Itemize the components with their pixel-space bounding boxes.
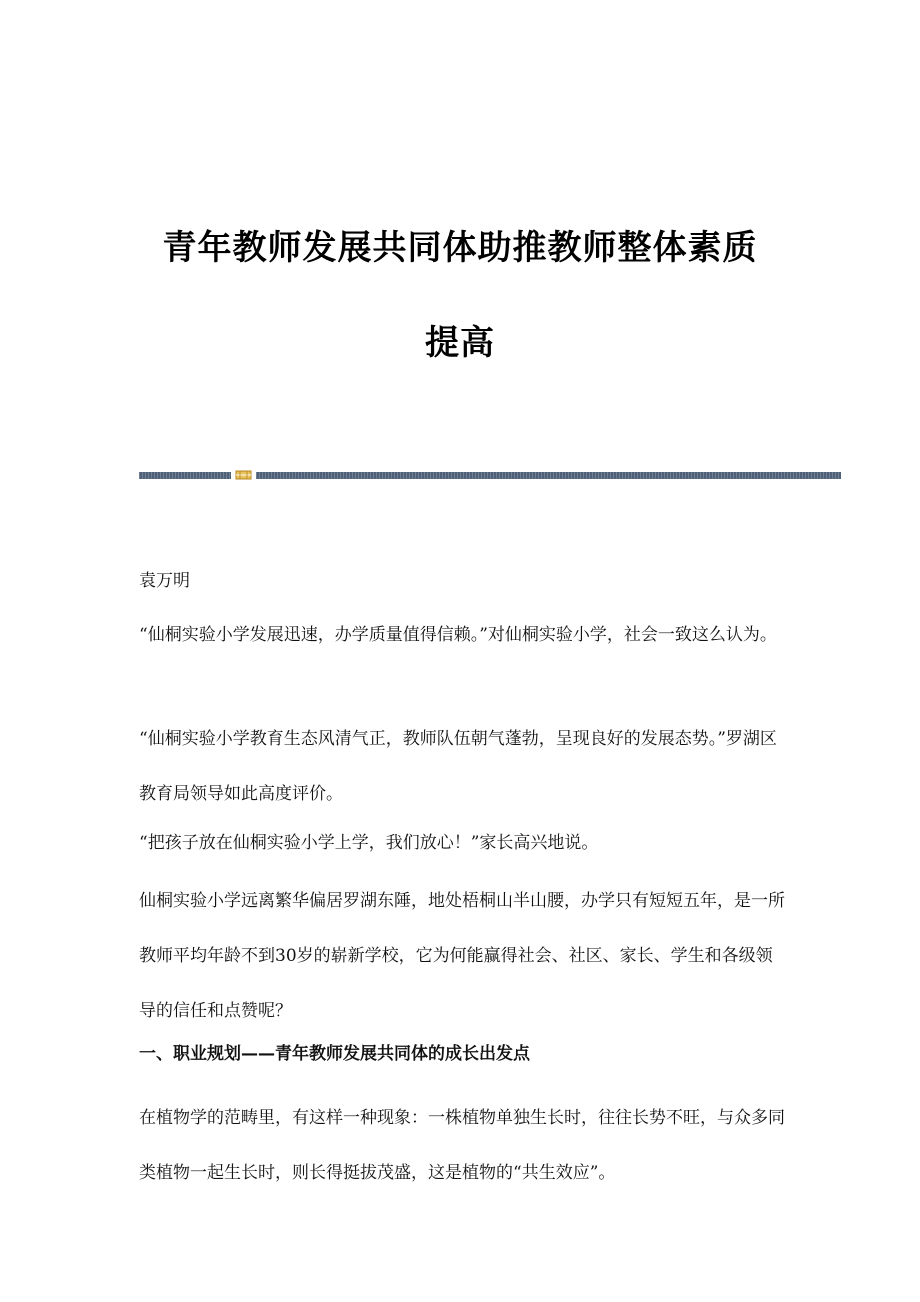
paragraph: “仙桐实验小学教育生态风清气正，教师队伍朝气蓬勃，呈现良好的发展态势。”罗湖区教育局领导如此高度评价。 <box>139 729 777 804</box>
document-title-line-1: 青年教师发展共同体助推教师整体素质 <box>162 228 758 268</box>
divider-bar-right <box>256 472 841 479</box>
section-heading: 一、职业规划——青年教师发展共同体的成长出发点 <box>139 1044 530 1064</box>
author-name: 袁万明 <box>139 571 190 591</box>
paragraph: “仙桐实验小学发展迅速，办学质量值得信赖。”对仙桐实验小学，社会一致这么认为。 <box>139 625 777 645</box>
divider-bar-left <box>139 472 231 479</box>
divider-ornament-icon <box>235 469 252 481</box>
paragraph: 仙桐实验小学远离繁华偏居罗湖东陲，地处梧桐山半山腰，办学只有短短五年，是一所教师平均年龄不到30岁的崭新学校，它为何能赢得社会、社区、家长、学生和各级领导的信任和点赞呢？ <box>139 891 785 1021</box>
paragraph: 在植物学的范畴里，有这样一种现象：一株植物单独生长时，往往长势不旺，与众多同类植物一起生长时，则长得挺拔茂盛，这是植物的“共生效应”。 <box>139 1108 785 1183</box>
document-title-line-2: 提高 <box>425 323 495 363</box>
paragraph: “把孩子放在仙桐实验小学上学，我们放心！”家长高兴地说。 <box>139 833 599 853</box>
title-divider <box>139 469 841 481</box>
